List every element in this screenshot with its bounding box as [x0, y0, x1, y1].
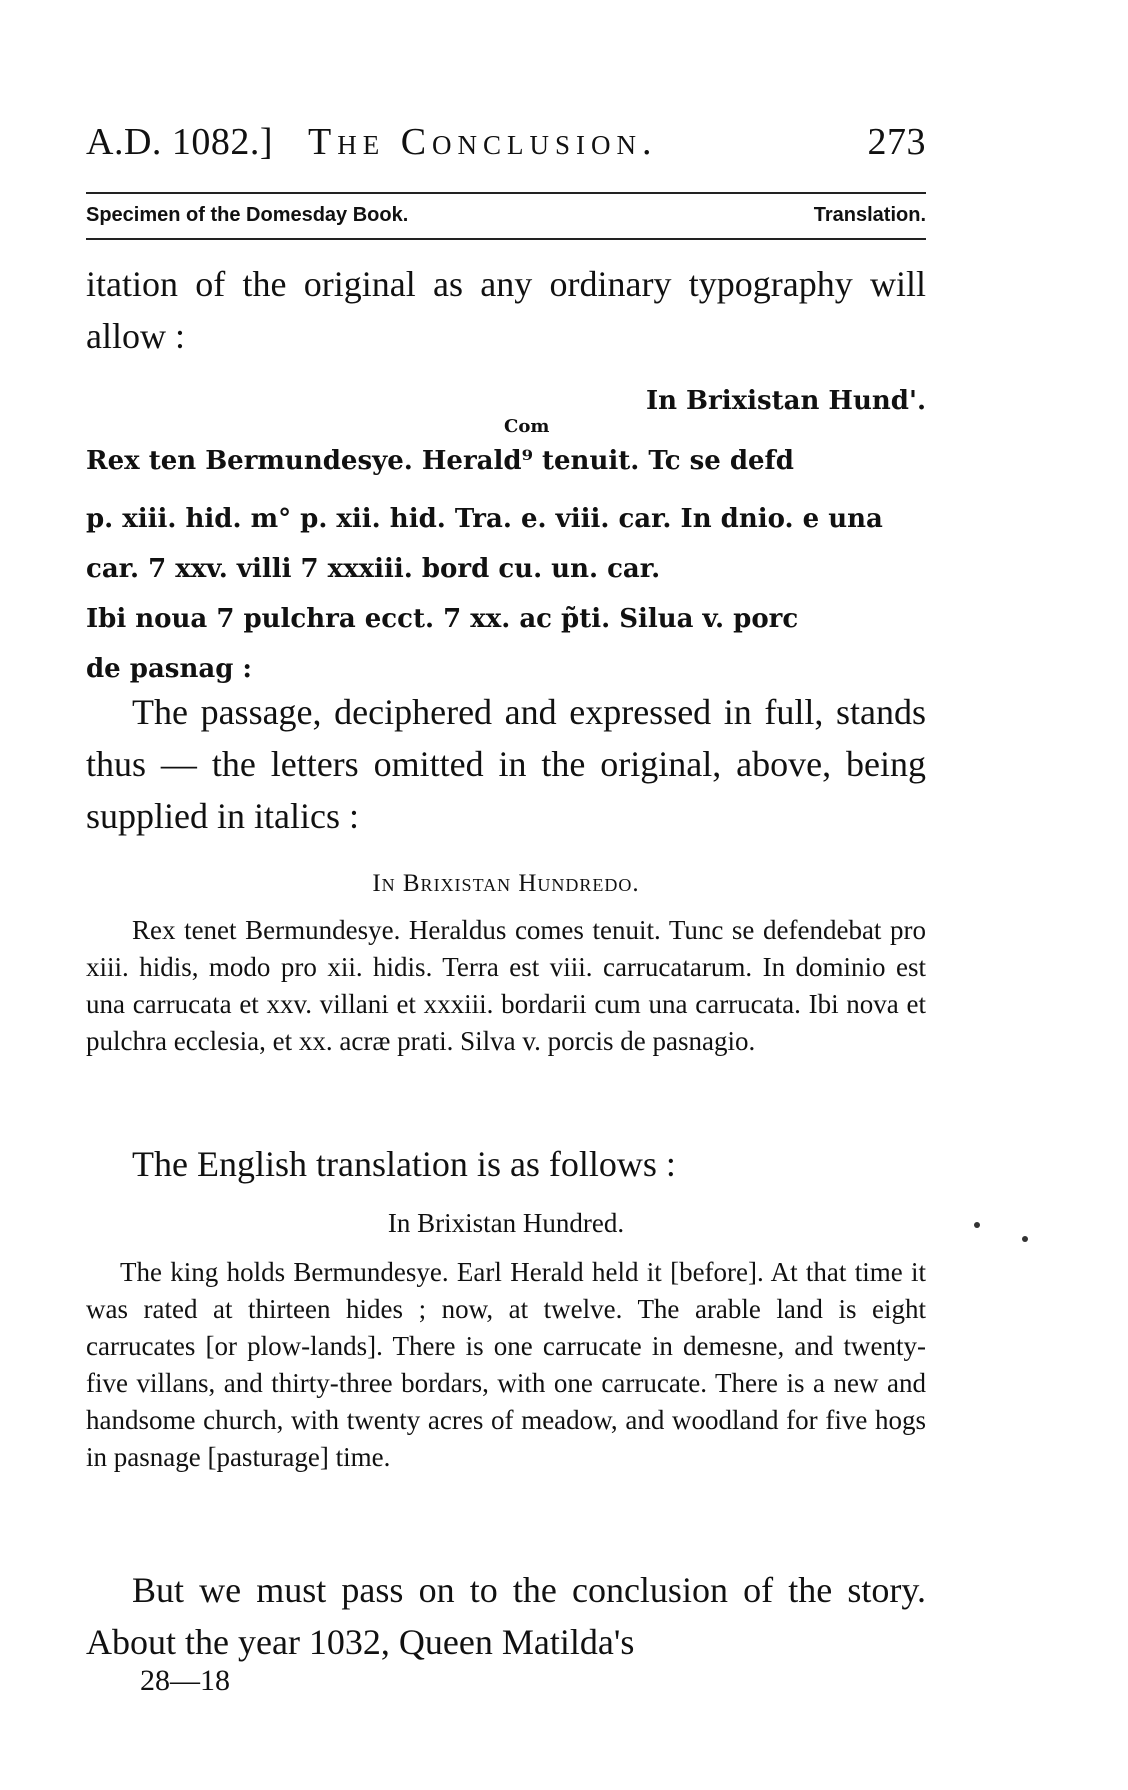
stray-mark	[974, 1222, 980, 1228]
paragraph-conclusion: But we must pass on to the conclusion of the story. About the year 1032, Queen Matilda's	[86, 1570, 926, 1662]
paragraph-translation-intro: The English translation is as follows :	[132, 1144, 676, 1184]
paragraph-intro: itation of the original as any ordinary typography will allow :	[86, 264, 926, 356]
facsimile-heading: In Brixistan Hund'.	[645, 386, 926, 416]
subhead	[86, 204, 926, 234]
bottom-rule	[86, 238, 926, 240]
domesday-facsimile	[86, 370, 926, 684]
facsimile-line: Rex ten Bermundesye. Herald⁹ tenuit. Tc se defd	[86, 446, 794, 476]
english-translation: The king holds Bermundesye. Earl Herald held it [before]. At that time it was rated at thirteen hides ; now, at twelve. The arable land is eight carrucates [or plow-lands]. There is one carrucate in demesne, and twenty-five villans, and thirty-three bordars, with one carrucate. There is a new and handsome church, with twenty acres of meadow, and woodland for five hogs in pasnage [pasturage] time.	[86, 1257, 926, 1472]
latin-heading: In Brixistan Hundredo.	[372, 870, 640, 897]
facsimile-line: p. xiii. hid. m° p. xii. hid. Tra. e. viii. car. In dnio. e una	[86, 504, 883, 534]
running-head-date: A.D. 1082.]	[86, 121, 274, 163]
paragraph-deciphered: The passage, deciphered and expressed in full, stands thus — the letters omitted in the original, above, being supplied in italics :	[86, 692, 926, 836]
latin-transcription: Rex tenet Bermundesye. Heraldus comes tenuit. Tunc se defendebat pro xiii. hidis, modo pro xii. hidis. Terra est viii. carrucatarum. In dominio est una carrucata et xxv. villani et xxxiii. bordarii cum una carrucata. Ibi nova et pulchra ecclesia, et xx. acræ prati. Silva v. porcis de pasnagio.	[86, 915, 926, 1056]
subhead-left: Specimen of the Domesday Book.	[86, 204, 409, 226]
english-heading: In Brixistan Hundred.	[387, 1208, 625, 1238]
running-head	[86, 120, 926, 172]
facsimile-line: de pasnag :	[86, 654, 253, 684]
stray-mark	[1022, 1236, 1028, 1242]
facsimile-line: car. 7 xxv. villi 7 xxxiii. bord cu. un. car.	[86, 554, 661, 584]
running-head-title: The Conclusion.	[308, 121, 658, 163]
facsimile-line: Ibi noua 7 pulchra ecct. 7 xx. ac p̃ti. Silua v. porc	[86, 604, 799, 634]
facsimile-abbreviation: Com	[504, 416, 550, 437]
signature-mark: 28—18	[140, 1664, 230, 1697]
page-number: 273	[867, 121, 926, 163]
top-rule	[86, 192, 926, 194]
subhead-right: Translation.	[813, 204, 926, 226]
